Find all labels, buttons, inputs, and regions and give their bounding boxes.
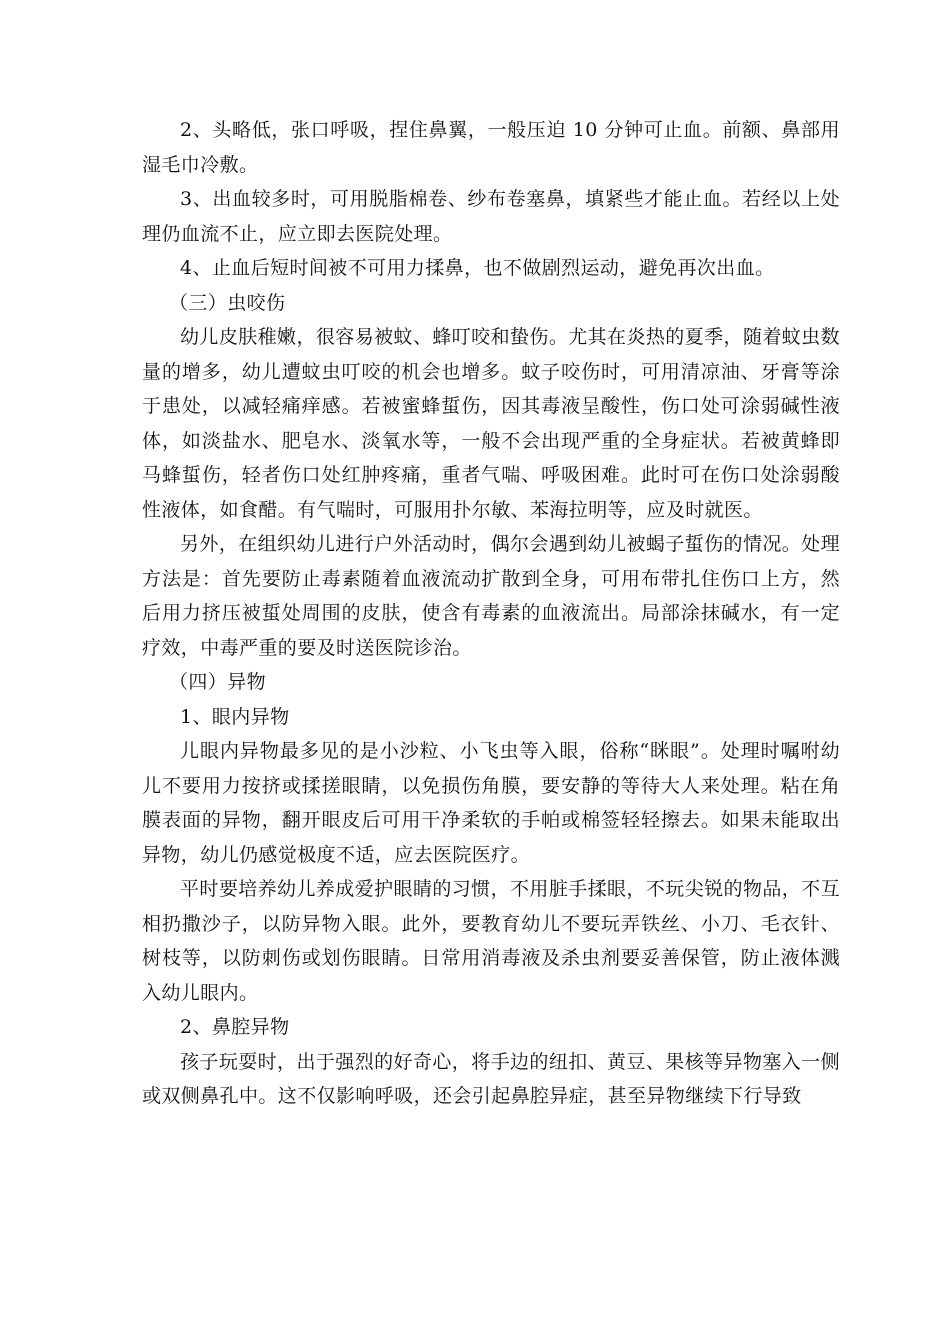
paragraph-eye-foreign-body: 儿眼内异物最多见的是小沙粒、小飞虫等入眼，俗称“眯眼”。处理时嘱咐幼儿不要用力按挤或揉搓眼睛，以免损伤角膜，要安静的等待大人来处理。粘在角膜表面的异物，翻开眼皮后可用干净柔软的手帕或棉签轻轻擦去。如果未能取出异物，幼儿仍感觉极度不适，应去医院医疗。 <box>142 740 840 866</box>
paragraph-nosebleed-step-4: 4、止血后短时间被不可用力揉鼻，也不做剧烈运动，避免再次出血。 <box>180 257 775 279</box>
paragraph-nasal-foreign-body: 孩子玩耍时，出于强烈的好奇心，将手边的纽扣、黄豆、果核等异物塞入一侧或双侧鼻孔中。这不仅影响呼吸，还会引起鼻腔异症，甚至异物继续下行导致 <box>142 1050 840 1107</box>
section-heading-foreign-bodies: （四）异物 <box>169 671 267 693</box>
paragraph-eye-protection: 平时要培养幼儿养成爱护眼睛的习惯，不用脏手揉眼，不玩尖锐的物品，不互相扔撒沙子，以防异物入眼。此外，要教育幼儿不要玩弄铁丝、小刀、毛衣针、树枝等，以防刺伤或划伤眼睛。日常用消毒液及杀虫剂要妥善保管，防止液体溅入幼儿眼内。 <box>142 878 840 1004</box>
paragraph-nosebleed-step-3: 3、出血较多时，可用脱脂棉卷、纱布卷塞鼻，填紧些才能止血。若经以上处理仍血流不止，应立即去医院处理。 <box>142 188 840 245</box>
paragraph-insect-bites: 幼儿皮肤稚嫩，很容易被蚊、蜂叮咬和蛰伤。尤其在炎热的夏季，随着蚊虫数量的增多，幼儿遭蚊虫叮咬的机会也增多。蚊子咬伤时，可用清凉油、牙膏等涂于患处，以减轻痛痒感。若被蜜蜂蜇伤，因其毒液呈酸性，伤口处可涂弱碱性液体，如淡盐水、肥皂水、淡氧水等，一般不会出现严重的全身症状。若被黄蜂即马蜂蜇伤，轻者伤口处红肿疼痛，重者气喘、呼吸困难。此时可在伤口处涂弱酸性液体，如食醋。有气喘时，可服用扑尔敏、苯海拉明等，应及时就医。 <box>142 326 840 521</box>
subheading-nasal-foreign-body: 2、鼻腔异物 <box>180 1016 290 1038</box>
document-body <box>142 113 840 1114</box>
paragraph-nosebleed-step-2: 2、头略低，张口呼吸，捏住鼻翼，一般压迫 10 分钟可止血。前额、鼻部用湿毛巾冷敷。 <box>142 119 840 176</box>
section-heading-insect-bites: （三）虫咬伤 <box>169 291 286 314</box>
subheading-eye-foreign-body: 1、眼内异物 <box>180 705 290 728</box>
paragraph-scorpion-stings: 另外，在组织幼儿进行户外活动时，偶尔会遇到幼儿被蝎子蜇伤的情况。处理方法是：首先要防止毒素随着血液流动扩散到全身，可用布带扎住伤口上方，然后用力挤压被蜇处周围的皮肤，使含有毒素的血液流出。局部涂抹碱水，有一定疗效，中毒严重的要及时送医院诊治。 <box>142 533 840 659</box>
